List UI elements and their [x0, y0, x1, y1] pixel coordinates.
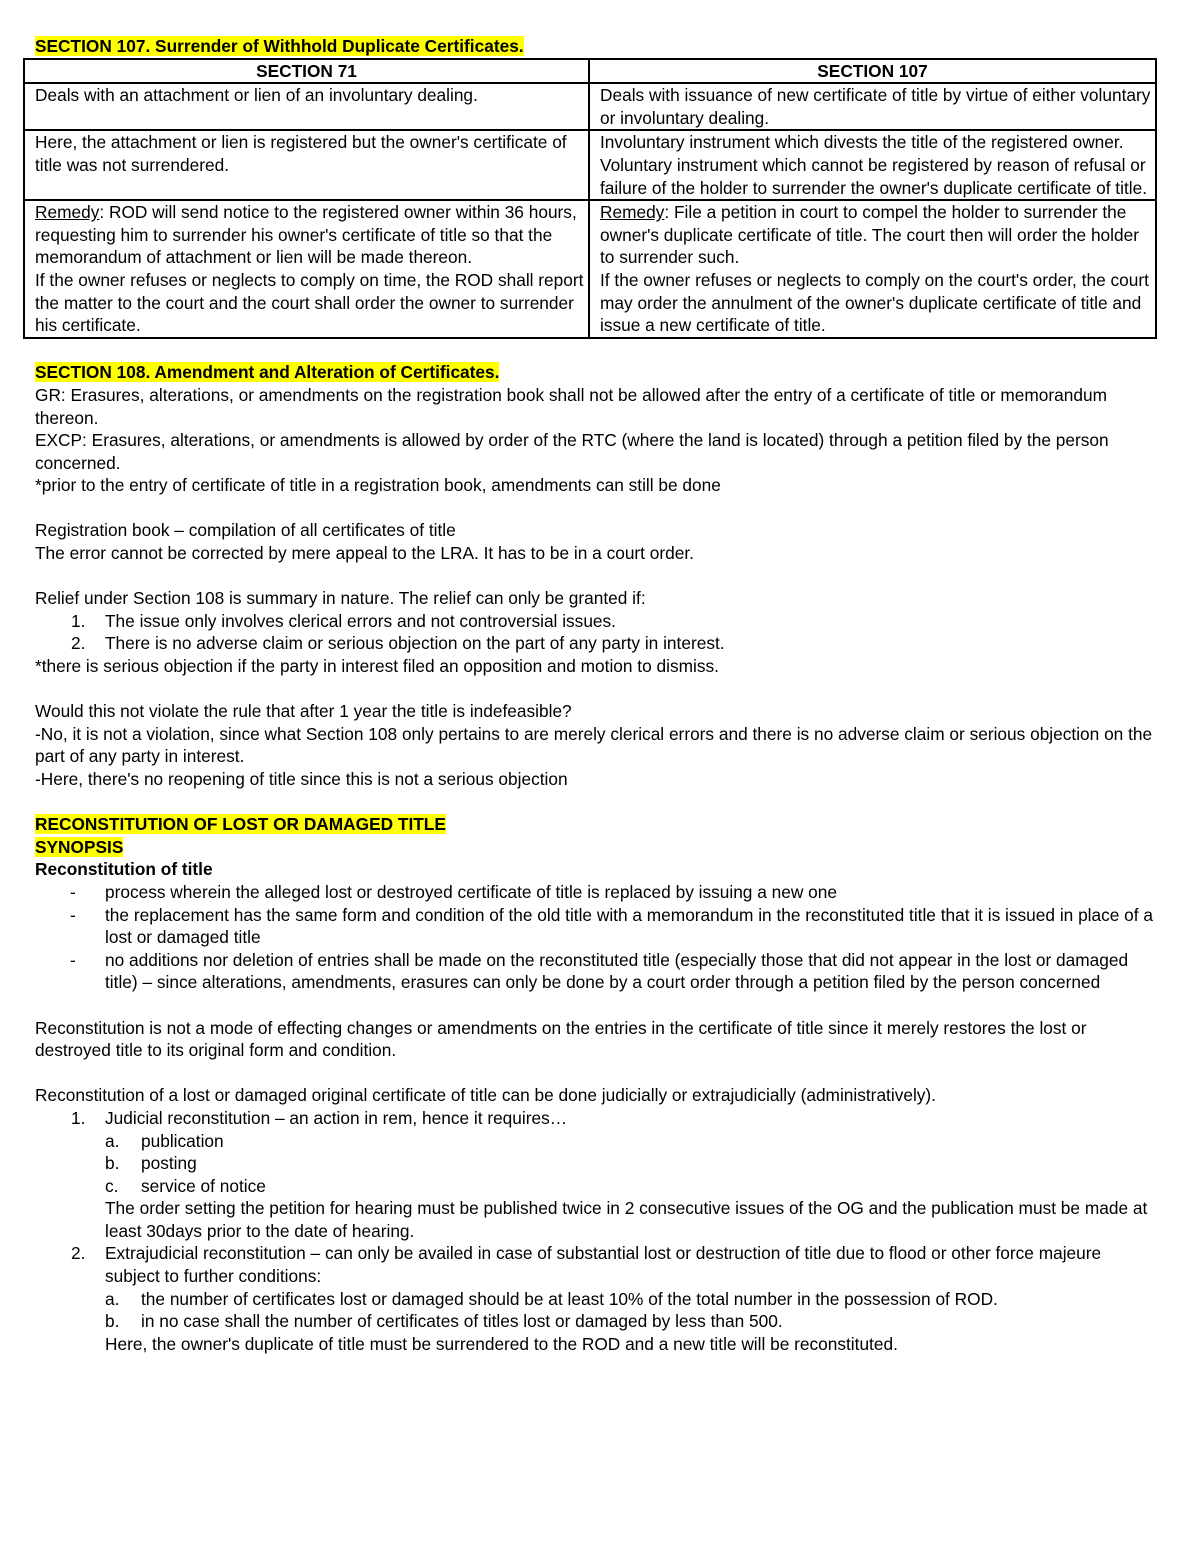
subheading: Reconstitution of title: [35, 859, 213, 880]
col-header-section-107: SECTION 107: [589, 59, 1156, 84]
table-row: [24, 200, 1156, 338]
table-header-row: [24, 59, 1156, 84]
remedy-label: Remedy: [600, 202, 665, 223]
list-item: 2. Extrajudicial reconstitution – can only be availed in case of substantial lost or destruction of title due to flood or other force majeure subject to further conditions:: [71, 1243, 1102, 1287]
conditions-list: [35, 610, 1160, 655]
synopsis-heading: SYNOPSIS: [35, 836, 124, 857]
table-cell: Remedy: File a petition in court to compel the holder to surrender the owner's duplicate certificate of title. The court then will order the holder to surrender such. If the owner refuses or neglects to comply on the court's order, the court may order the annulment of the owner's duplicate certificate of title and issue a new certificate of title.: [589, 200, 1156, 338]
col-header-section-71: SECTION 71: [24, 59, 589, 84]
table-cell: Here, the attachment or lien is registered but the owner's certificate of title was not surrendered.: [24, 130, 589, 200]
table-row: [24, 130, 1156, 200]
paragraph: The error cannot be corrected by mere appeal to the LRA. It has to be in a court order.: [35, 543, 694, 564]
answer: -No, it is not a violation, since what Section 108 only pertains to are merely clerical errors and there is no adverse claim or serious objection on the part of any party in interest.: [35, 723, 1153, 767]
note: *there is serious objection if the party in interest filed an opposition and motion to dismiss.: [35, 656, 719, 677]
list-item: 1. The issue only involves clerical errors and not controversial issues.: [71, 610, 616, 631]
sub-list-item: c. service of notice: [105, 1175, 266, 1196]
registration-book-definition: Registration book – compilation of all certificates of title: [35, 520, 456, 541]
table-cell: Deals with issuance of new certificate of title by virtue of either voluntary or involuntary dealing.: [589, 83, 1156, 130]
reconstitution-heading: RECONSTITUTION OF LOST OR DAMAGED TITLE: [35, 814, 446, 835]
table-cell: Involuntary instrument which divests the title of the registered owner. Voluntary instrument which cannot be registered by reason of refusal or failure of the holder to surrender the owner's duplicate certificate of title.: [589, 130, 1156, 200]
exception: EXCP: Erasures, alterations, or amendments is allowed by order of the RTC (where the land is located) through a petition filed by the person concerned.: [35, 430, 1109, 473]
document-page: [35, 35, 1160, 1355]
answer: -Here, there's no reopening of title since this is not a serious objection: [35, 769, 568, 789]
list-item: - no additions nor deletion of entries shall be made on the reconstituted title (especially those that did not appear in the lost or damaged title) – since alterations, amendments, erasures can only be done by a court order through a petition filed by the person concerned: [70, 949, 1129, 993]
list-item: - process wherein the alleged lost or destroyed certificate of title is replaced by issuing a new one: [70, 881, 837, 902]
list-item: 1. Judicial reconstitution – an action in rem, hence it requires…: [71, 1107, 568, 1128]
paragraph: Reconstitution is not a mode of effecting changes or amendments on the entries in the certificate of title since it merely restores the lost or destroyed title to its original form and condition.: [35, 1017, 1087, 1061]
table-cell: Remedy: ROD will send notice to the registered owner within 36 hours, requesting him to surrender his owner's certificate of title so that the memorandum of attachment or lien will be made thereon. If the owner refuses or neglects to comply on time, the ROD shall report the matter to the court and the court shall order the owner to surrender his certificate.: [24, 200, 589, 338]
remedy-label: Remedy: [35, 202, 100, 223]
section-107-heading: SECTION 107. Surrender of Withhold Duplicate Certificates.: [35, 36, 524, 56]
paragraph: The order setting the petition for hearing must be published twice in 2 consecutive issues of the OG and the publication must be made at least 30days prior to the date of hearing.: [105, 1198, 1148, 1241]
sub-list-item: b. posting: [105, 1153, 197, 1174]
table-cell: Deals with an attachment or lien of an involuntary dealing.: [24, 83, 589, 130]
sub-list-item: a. the number of certificates lost or damaged should be at least 10% of the total number in the possession of ROD.: [105, 1288, 998, 1309]
list-item: 2. There is no adverse claim or serious objection on the part of any party in interest.: [71, 633, 725, 654]
sub-list-item: b. in no case shall the number of certificates of titles lost or damaged by less than 500.: [105, 1311, 783, 1332]
table-row: [24, 83, 1156, 130]
paragraph: Relief under Section 108 is summary in nature. The relief can only be granted if:: [35, 588, 646, 609]
paragraph: Here, the owner's duplicate of title must be surrendered to the ROD and a new title will be reconstituted.: [105, 1333, 898, 1354]
list-item: - the replacement has the same form and condition of the old title with a memorandum in the reconstituted title that it is issued in place of a lost or damaged title: [70, 904, 1154, 948]
bullet-list: [35, 881, 1160, 994]
section-108-heading: SECTION 108. Amendment and Alteration of Certificates.: [35, 362, 500, 383]
note: *prior to the entry of certificate of title in a registration book, amendments can still be done: [35, 475, 721, 496]
question: Would this not violate the rule that after 1 year the title is indefeasible?: [35, 701, 572, 722]
paragraph: Reconstitution of a lost or damaged original certificate of title can be done judicially or extrajudicially (administratively).: [35, 1085, 936, 1106]
section-comparison-table: [23, 58, 1157, 339]
sub-list-item: a. publication: [105, 1130, 224, 1151]
general-rule: GR: Erasures, alterations, or amendments on the registration book shall not be allowed after the entry of a certificate of title or memorandum thereon.: [35, 384, 1107, 428]
